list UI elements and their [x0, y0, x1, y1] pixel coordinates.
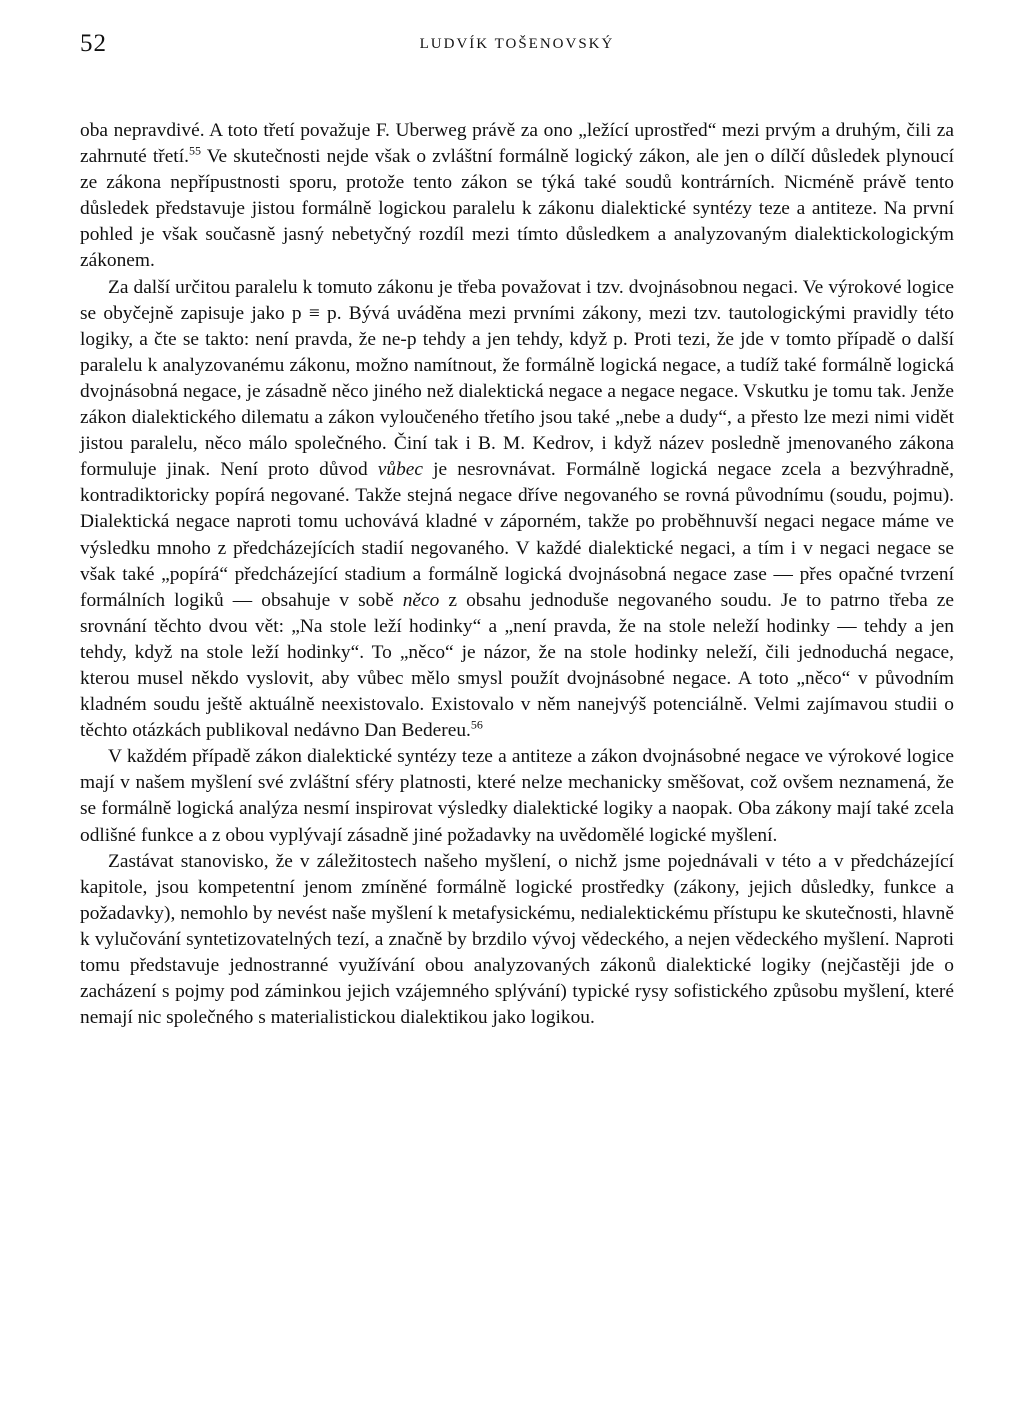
paragraph-3: V každém případě zákon dialektické syntézy teze a antiteze a zákon dvojnásobné negace ve výrokové logice mají v našem myšlení své zvláštní sféry platnosti, které nelze mechanicky směšovat, což ovšem neznamená, že se formálně logická analýza nesmí inspirovat výsledky dialektické logiky a naopak. Oba zákony mají také zcela odlišné funkce a z obou vyplývají zásadně jiné požadavky na uvědomělé logické myšlení. — [80, 746, 954, 846]
paragraph-1-text-b: Ve skutečnosti nejde však o zvláštní formálně logický zákon, ale jen o dílčí důsledek plynoucí ze zákona nepřípustnosti sporu, protože tento zákon se týká také soudů kontrárních. Nicméně právě tento důsledek představuje jistou formálně logickou paralelu k zákonu dialektické syntézy teze a antiteze. Na první pohled je však současně jasný nebetyčný rozdíl mezi tímto důsledkem a analyzovaným dialektickologickým zákonem. — [80, 146, 954, 272]
page-number: 52 — [80, 30, 107, 57]
body-text — [80, 118, 954, 1031]
emphasis-neco: něco — [402, 589, 440, 611]
emphasis-vubec: vůbec — [377, 459, 423, 481]
paragraph-4: Zastávat stanovisko, že v záležitostech našeho myšlení, o nichž jsme pojednávali v této a v předcházející kapitole, jsou kompetentní jenom zmíněné formálně logické prostředky (zákony, jejich důsledky, funkce a požadavky), nemohlo by nevést naše myšlení k metafysickému, nedialektickému přístupu ke skutečnosti, hlavně k vylučování syntetizovatelných tezí, a značně by brzdilo vývoj vědeckého, a nejen vědeckého myšlení. Naproti tomu představuje jednostranné využívání obou analyzovaných zákonů dialektické logiky (nejčastěji jde o zacházení s pojmy pod záminkou jejich vzájemného splývání) typické rysy sofistického způsobu myšlení, které nemají nic společného s materialistickou dialektikou jako logikou. — [80, 850, 954, 1029]
footnote-ref-56: 56 — [470, 717, 483, 732]
book-page — [80, 30, 954, 1031]
paragraph-2-text-b: je nesrovnávat. Formálně logická negace zcela a bezvýhradně, kontradiktoricky popírá negované. Takže stejná negace dříve negovaného se rovná původnímu (soudu, pojmu). Dialektická negace naproti tomu uchovává kladné v záporném, takže po proběhnuvší negaci negace máme ve výsledku mnoho z předcházejících stadií negovaného. V každé dialektické negaci, a tím i v negaci negace se však také „popírá“ předcházející stadium a formálně logická dvojnásobná negace zase — přes opačné tvrzení formálních logiků — obsahuje v sobě — [80, 459, 955, 611]
paragraph-2-text-a: Za další určitou paralelu k tomuto zákonu je třeba považovat i tzv. dvojnásobnou negaci. Ve výrokové logice se obyčejně zapisuje jako p ≡ p. Bývá uváděna mezi prvními zákony, mezi tzv. tautologickými pravidly této logiky, a čte se takto: není pravda, že ne-p tehdy a jen tehdy, když p. Proti tezi, že jde v tomto případě o další paralelu k analyzovanému zákonu, možno namítnout, že formálně logická negace, a tudíž také formálně logická dvojnásobná negace, je zásadně něco jiného než dialektická negace a negace negace. Vskutku je tomu tak. Jenže zákon dialektického dilematu a zákon vyloučeného třetího jsou také „nebe a dudy“, a přesto lze mezi nimi vidět jistou paralelu, něco málo společného. Činí tak i B. M. Kedrov, i když název posledně jmenovaného zákona formuluje jinak. Není proto důvod — [80, 276, 954, 481]
paragraph-2 — [80, 275, 954, 745]
page-header — [80, 30, 954, 70]
footnote-ref-55: 55 — [188, 143, 201, 158]
paragraph-1 — [80, 118, 954, 275]
paragraph-1-text-a: oba nepravdivé. A toto třetí považuje F. Uberweg právě za ono „ležící uprostřed“ mezi prvým a druhým, čili za zahrnuté třetí. — [80, 120, 954, 168]
paragraph-2-text-c: z obsahu jednoduše negovaného soudu. Je to patrno třeba ze srovnání těchto dvou vět: „Na stole leží hodinky“ a „není pravda, že na stole neleží hodinky — tehdy a jen tehdy, když na stole leží hodinky“. To „něco“ je názor, že na stole hodinky neleží, čili jednoduchá negace, kterou musel někdo vyslovit, aby vůbec mělo smysl použít dvojnásobné negace. A toto „něco“ v původním kladném soudu ještě aktuálně neexistovalo. Existovalo v něm nanejvýš potenciálně. Velmi zajímavou studii o těchto otázkách publikoval nedávno Dan Bedereu. — [80, 589, 954, 742]
running-head: LUDVÍK TOŠENOVSKÝ — [419, 36, 615, 52]
